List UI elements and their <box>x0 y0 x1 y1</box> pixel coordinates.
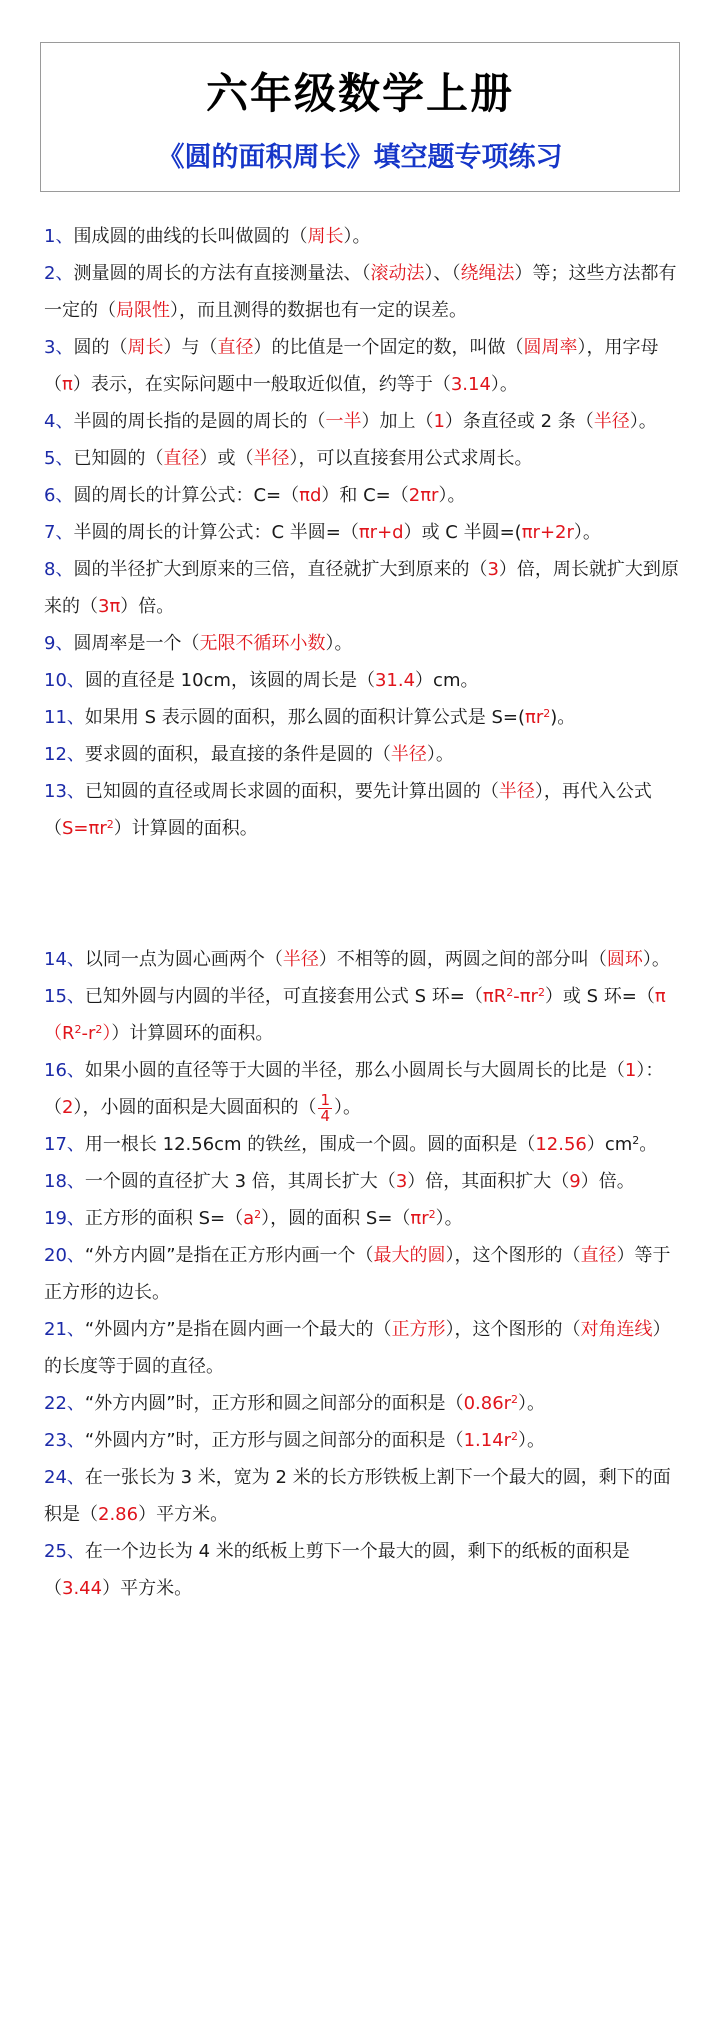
question-item <box>44 1200 684 1237</box>
answer-text: 半径 <box>253 448 290 469</box>
question-item <box>44 1052 684 1126</box>
question-number: 18、 <box>44 1171 85 1192</box>
question-text: “外方内圆”时，正方形和圆之间部分的面积是（ <box>84 1393 464 1414</box>
question-text: ）。 <box>334 1097 361 1118</box>
question-number: 5、 <box>44 448 74 469</box>
answer-text: ） <box>102 1023 112 1044</box>
question-item <box>44 978 684 1052</box>
question-text: ）倍，周长就扩大到原来的（ <box>44 559 679 617</box>
question-text: ）倍。 <box>120 596 175 617</box>
question-text: ）计算圆的面积。 <box>113 818 258 839</box>
question-item <box>44 1163 684 1200</box>
question-text: 在一张长为 3 米，宽为 2 米的长方形铁板上割下一个最大的圆，剩下的面积是（ <box>44 1467 671 1525</box>
answer-superscript: 2 <box>511 1393 519 1406</box>
question-text: ），而且测得的数据也有一定的误差。 <box>170 300 467 321</box>
answer-text: πd <box>299 485 322 506</box>
answer-text: 周长 <box>307 226 344 247</box>
answer-text: π <box>62 374 73 395</box>
question-item <box>44 941 684 978</box>
question-text: ）与（ <box>163 337 218 358</box>
answer-text: 31.4 <box>374 670 416 691</box>
answer-superscript: 2 <box>506 986 514 999</box>
question-item <box>44 1385 684 1422</box>
question-item <box>44 551 684 625</box>
answer-text: 一半 <box>325 411 362 432</box>
question-item <box>44 699 684 736</box>
answer-fraction: $\frac{1}{4}$ <box>320 1090 330 1125</box>
question-item <box>44 1126 684 1163</box>
question-number: 15、 <box>44 986 85 1007</box>
answer-text: 直径 <box>163 448 200 469</box>
superscript: 2 <box>632 1134 640 1147</box>
answer-text: 2πr <box>408 485 439 506</box>
question-item <box>44 625 684 662</box>
question-number: 1、 <box>44 226 74 247</box>
question-text: 用一根长 12.56cm 的铁丝，围成一个圆。圆的面积是（ <box>84 1134 536 1155</box>
answer-text: 12.56 <box>535 1134 587 1155</box>
question-number: 24、 <box>44 1467 85 1488</box>
answer-text: 最大的圆 <box>373 1245 446 1266</box>
answer-text: 滚动法 <box>370 263 425 284</box>
answer-text: 正方形 <box>391 1319 446 1340</box>
question-item <box>44 1237 684 1311</box>
question-text: ）cm <box>586 1134 633 1155</box>
question-text: 如果用 S 表示圆的面积，那么圆的面积计算公式是 S=( <box>84 707 526 728</box>
question-number: 3、 <box>44 337 74 358</box>
question-text: 圆的半径扩大到原来的三倍，直径就扩大到原来的（ <box>73 559 488 580</box>
question-number: 14、 <box>44 949 85 970</box>
question-text: ），再代入公式（ <box>44 781 652 839</box>
answer-superscript: 2 <box>428 1208 436 1221</box>
question-number: 2、 <box>44 263 74 284</box>
answer-text: a <box>243 1208 255 1229</box>
question-text: 圆的直径是 10cm，该圆的周长是（ <box>84 670 375 691</box>
question-text: ）cm。 <box>415 670 479 691</box>
question-text: ），小圆的面积是大圆面积的（ <box>73 1097 317 1118</box>
answer-text: 圆环 <box>606 949 643 970</box>
question-text: “外圆内方”时，正方形与圆之间部分的面积是（ <box>84 1430 464 1451</box>
answer-text: 3 <box>395 1171 408 1192</box>
answer-superscript: 2 <box>537 986 545 999</box>
question-text: ）表示，在实际问题中一般取近似值，约等于（ <box>72 374 451 395</box>
question-text: “外方内圆”是指在正方形内画一个（ <box>84 1245 374 1266</box>
question-number: 17、 <box>44 1134 85 1155</box>
question-text: ）等；这些方法都有一定的（ <box>44 263 677 321</box>
question-text: ）。 <box>325 633 353 654</box>
question-text: ），圆的面积 S=（ <box>261 1208 411 1229</box>
question-text: ）、（ <box>424 263 461 284</box>
question-number: 10、 <box>44 670 85 691</box>
page-title: 六年级数学上册 <box>205 69 514 118</box>
question-number: 20、 <box>44 1245 85 1266</box>
answer-text: 2 <box>62 1097 74 1118</box>
question-number: 25、 <box>44 1541 85 1562</box>
answer-text: 2.86 <box>98 1504 139 1525</box>
question-text: ）平方米。 <box>138 1504 229 1525</box>
answer-superscript: 2 <box>511 1430 519 1443</box>
question-text: ），可以直接套用公式求周长。 <box>289 448 533 469</box>
question-item <box>44 477 684 514</box>
question-number: 13、 <box>44 781 85 802</box>
question-item <box>44 440 684 477</box>
question-text: ）：（ <box>44 1060 664 1118</box>
question-text: 正方形的面积 S=（ <box>84 1208 244 1229</box>
question-text: ）的长度等于圆的直径。 <box>44 1319 671 1377</box>
question-text: ），这个图形的（ <box>445 1245 581 1266</box>
question-text: ）平方米。 <box>102 1578 193 1599</box>
question-text: ），用字母（ <box>44 337 659 395</box>
question-number: 23、 <box>44 1430 85 1451</box>
question-text: 一个圆的直径扩大 3 倍，其周长扩大（ <box>84 1171 396 1192</box>
answer-text: 9 <box>569 1171 581 1192</box>
question-text: ）条直径或 2 条（ <box>444 411 594 432</box>
question-number: 22、 <box>44 1393 85 1414</box>
question-text: 圆的（ <box>73 337 128 358</box>
question-text: ）倍，其面积扩大（ <box>407 1171 570 1192</box>
question-item <box>44 662 684 699</box>
answer-text: 1 <box>433 411 445 432</box>
question-number: 16、 <box>44 1060 85 1081</box>
question-text: 在一个边长为 4 米的纸板上剪下一个最大的圆，剩下的纸板的面积是（ <box>44 1541 630 1599</box>
answer-text: 3 <box>487 559 499 580</box>
question-number: 8、 <box>44 559 74 580</box>
question-text: 要求圆的面积，最直接的条件是圆的（ <box>84 744 391 765</box>
answer-text: 0.86r <box>463 1393 512 1414</box>
question-text: 半圆的周长指的是圆的周长的（ <box>73 411 326 432</box>
answer-text: 直径 <box>217 337 254 358</box>
answer-text: S=πr <box>62 818 107 839</box>
section-gap <box>44 847 684 941</box>
question-text: ）。 <box>343 226 371 247</box>
page-subtitle: 《圆的面积周长》填空题专项练习 <box>157 142 563 173</box>
answer-text: -πr <box>513 986 538 1007</box>
question-item <box>44 1311 684 1385</box>
question-text: 如果小圆的直径等于大圆的半径，那么小圆周长与大圆周长的比是（ <box>84 1060 625 1081</box>
question-text: ）计算圆环的面积。 <box>111 1023 274 1044</box>
answer-superscript: 2 <box>254 1208 262 1221</box>
question-text: 以同一点为圆心画两个（ <box>84 949 283 970</box>
question-text: ）。 <box>629 411 657 432</box>
answer-superscript: 2 <box>543 707 551 720</box>
question-item <box>44 403 684 440</box>
answer-text: 周长 <box>127 337 164 358</box>
answer-text: 局限性 <box>116 300 170 321</box>
question-text: ）或（ <box>199 448 254 469</box>
answer-text: 3.14 <box>450 374 491 395</box>
title-box <box>40 42 680 192</box>
question-text: 已知圆的直径或周长求圆的面积，要先计算出圆的（ <box>84 781 499 802</box>
question-text: 半圆的周长的计算公式：C 半圆=（ <box>73 522 359 543</box>
question-text: 圆的周长的计算公式：C=（ <box>73 485 300 506</box>
question-text: 围成圆的曲线的长叫做圆的（ <box>73 226 308 247</box>
question-text: 测量圆的周长的方法有直接测量法、（ <box>73 263 371 284</box>
answer-superscript: 2 <box>74 1023 82 1036</box>
question-item <box>44 255 684 329</box>
answer-text: 无限不循环小数 <box>199 633 326 654</box>
question-number: 21、 <box>44 1319 85 1340</box>
question-text: ）和 C=（ <box>321 485 409 506</box>
question-text: 已知圆的（ <box>73 448 164 469</box>
answer-text: 3π <box>98 596 121 617</box>
question-item <box>44 1533 684 1607</box>
question-number: 4、 <box>44 411 74 432</box>
answer-superscript: 2 <box>106 818 114 831</box>
question-item <box>44 1459 684 1533</box>
question-text: ）。 <box>435 1208 463 1229</box>
question-item <box>44 773 684 847</box>
question-text: ）。 <box>518 1393 546 1414</box>
question-text: ）的比值是一个固定的数，叫做（ <box>253 337 524 358</box>
question-text: ）。 <box>490 374 518 395</box>
answer-text: π（R <box>44 986 666 1044</box>
answer-text: -r <box>81 1023 96 1044</box>
question-number: 6、 <box>44 485 74 506</box>
question-text: 圆周率是一个（ <box>73 633 200 654</box>
question-number: 12、 <box>44 744 85 765</box>
answer-text: πr <box>410 1208 429 1229</box>
question-text: ）或 S 环=（ <box>544 986 655 1007</box>
answer-text: πr <box>525 707 544 728</box>
question-list <box>44 218 684 1607</box>
answer-text: 半径 <box>593 411 630 432</box>
question-text: ）。 <box>642 949 670 970</box>
question-text: ）不相等的圆，两圆之间的部分叫（ <box>318 949 607 970</box>
answer-text: πr+d <box>358 522 404 543</box>
question-text: )。 <box>550 707 576 728</box>
answer-text: 半径 <box>390 744 427 765</box>
answer-text: 对角连线 <box>580 1319 653 1340</box>
answer-text: 1 <box>624 1060 637 1081</box>
question-text: 已知外圆与内圆的半径，可直接套用公式 S 环=（ <box>84 986 483 1007</box>
answer-superscript: 2 <box>95 1023 103 1036</box>
question-text: ）等于正方形的边长。 <box>44 1245 671 1303</box>
question-text: ）。 <box>438 485 466 506</box>
question-number: 19、 <box>44 1208 85 1229</box>
question-text: ）。 <box>573 522 601 543</box>
question-item <box>44 736 684 773</box>
answer-text: 半径 <box>282 949 319 970</box>
answer-text: 绕绳法 <box>460 263 515 284</box>
question-item <box>44 1422 684 1459</box>
question-item <box>44 329 684 403</box>
question-text: ）。 <box>518 1430 546 1451</box>
question-number: 11、 <box>44 707 85 728</box>
question-number: 7、 <box>44 522 74 543</box>
question-text: ）或 C 半圆=( <box>403 522 522 543</box>
answer-text: 1.14r <box>463 1430 512 1451</box>
question-text: 。 <box>639 1134 658 1155</box>
answer-text: 圆周率 <box>523 337 578 358</box>
answer-text: 3.44 <box>62 1578 103 1599</box>
question-text: ）倍。 <box>580 1171 635 1192</box>
question-text: “外圆内方”是指在圆内画一个最大的（ <box>84 1319 392 1340</box>
question-text: ），这个图形的（ <box>445 1319 581 1340</box>
question-item <box>44 514 684 551</box>
question-text: ）。 <box>426 744 454 765</box>
answer-text: πR <box>482 986 507 1007</box>
question-text: ）加上（ <box>361 411 434 432</box>
answer-text: 半径 <box>498 781 535 802</box>
answer-text: πr+2r <box>521 522 574 543</box>
question-item <box>44 218 684 255</box>
question-number: 9、 <box>44 633 74 654</box>
answer-text: 直径 <box>580 1245 617 1266</box>
